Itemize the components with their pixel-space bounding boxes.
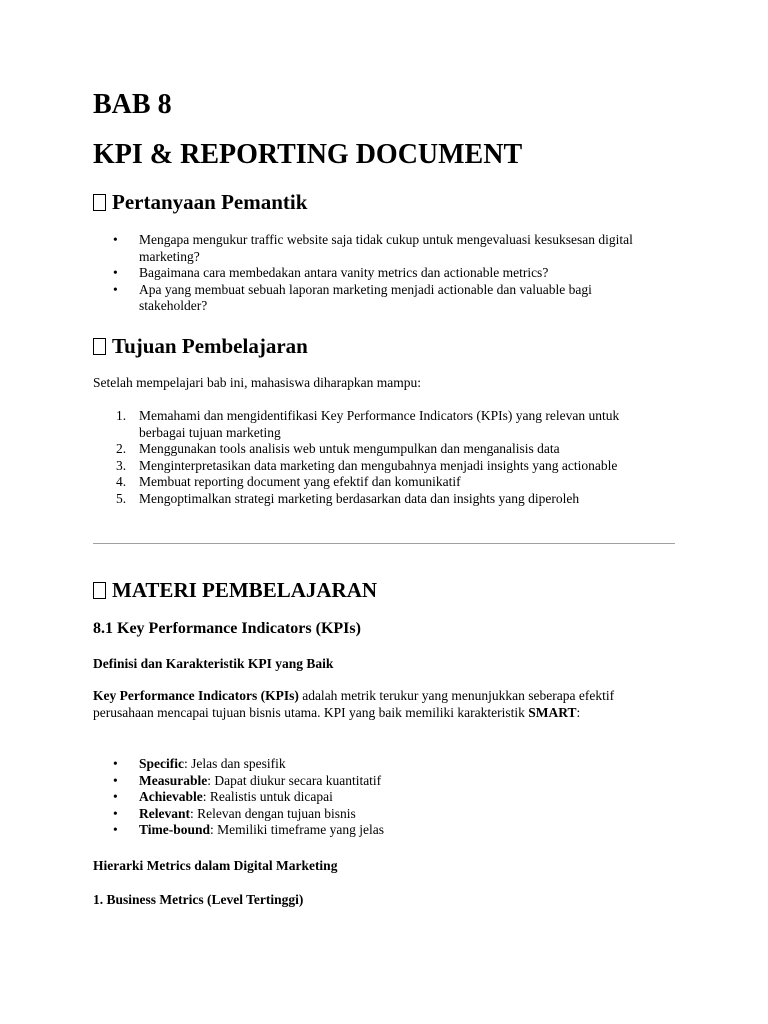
bullet-marker: •: [113, 805, 118, 821]
section-heading: 8.1 Key Performance Indicators (KPIs): [93, 620, 361, 637]
bullet-marker: •: [113, 772, 118, 788]
smart-desc: : Dapat diukur secara kuantitatif: [207, 772, 382, 788]
number-marker: 5.: [116, 490, 127, 506]
subheading-hierarki: Hierarki Metrics dalam Digital Marketing: [93, 858, 338, 873]
list-item-text: Bagaimana cara membedakan antara vanity metrics dan actionable metrics?: [139, 265, 549, 281]
list-item: [93, 491, 639, 508]
chapter-title: KPI & REPORTING DOCUMENT: [93, 139, 523, 170]
smart-term: Time-bound: [139, 822, 211, 838]
list-item-text: Apa yang membuat sebuah laporan marketing menjadi actionable dan valuable bagi stakeholder?: [139, 281, 592, 314]
number-marker: 4.: [116, 474, 127, 490]
list-item: [93, 408, 639, 441]
list-item-text: Mengapa mengukur traffic website saja tidak cukup untuk mengevaluasi kesuksesan digital marketing?: [139, 232, 633, 264]
smart-desc: : Relevan dengan tujuan bisnis: [190, 805, 356, 821]
bullet-marker: •: [113, 265, 118, 281]
list-item: [93, 806, 639, 823]
list-item: [93, 458, 639, 475]
definition-term: Key Performance Indicators (KPIs): [93, 688, 299, 703]
definition-end: :: [576, 704, 581, 720]
list-item: [93, 474, 639, 491]
list-item: [93, 441, 639, 458]
list-item-text: Membuat reporting document yang efektif dan komunikatif: [139, 474, 461, 490]
tujuan-heading: [93, 333, 308, 359]
list-item-text: Menggunakan tools analisis web untuk mengumpulkan dan menganalisis data: [139, 441, 560, 457]
materi-heading: [93, 577, 377, 603]
list-item: [93, 232, 639, 265]
subheading-definisi: Definisi dan Karakteristik KPI yang Baik: [93, 656, 334, 671]
pertanyaan-heading-text: Pertanyaan Pemantik: [112, 190, 308, 214]
list-item-text: Menginterpretasikan data marketing dan mengubahnya menjadi insights yang actionable: [139, 457, 618, 473]
number-marker: 3.: [116, 457, 127, 473]
list-item: [93, 756, 639, 773]
pertanyaan-list: [93, 232, 675, 315]
smart-desc: : Memiliki timeframe yang jelas: [210, 822, 384, 838]
list-item: [93, 773, 639, 790]
bullet-marker: •: [113, 281, 118, 297]
smart-term: Specific: [139, 756, 184, 771]
bullet-marker: •: [113, 789, 118, 805]
list-item: [93, 789, 639, 806]
smart-term: Measurable: [139, 772, 208, 788]
smart-term: Relevant: [139, 805, 190, 821]
missing-glyph-icon: [93, 582, 106, 599]
missing-glyph-icon: [93, 338, 106, 355]
number-marker: 1.: [116, 408, 127, 423]
definition-text: adalah metrik terukur yang menunjukkan seberapa efektif perusahaan mencapai tujuan bisnis utama. KPI yang baik memiliki karakteristik: [93, 688, 615, 720]
tujuan-intro: Setelah mempelajari bab ini, mahasiswa diharapkan mampu:: [93, 375, 422, 390]
list-item: [93, 822, 639, 839]
smart-list: [93, 756, 675, 839]
list-item-text: Memahami dan mengidentifikasi Key Performance Indicators (KPIs) yang relevan untuk berbagai tujuan marketing: [139, 408, 620, 440]
horizontal-divider: [93, 543, 675, 544]
definition-paragraph: [93, 688, 653, 721]
smart-desc: : Jelas dan spesifik: [184, 756, 286, 771]
list-item-text: Mengoptimalkan strategi marketing berdasarkan data dan insights yang diperoleh: [139, 490, 580, 506]
missing-glyph-icon: [93, 194, 106, 211]
list-item: [93, 282, 639, 315]
bullet-marker: •: [113, 232, 118, 247]
chapter-number: BAB 8: [93, 89, 172, 120]
tujuan-heading-text: Tujuan Pembelajaran: [112, 334, 308, 358]
bullet-marker: •: [113, 756, 118, 771]
definition-smart: SMART: [528, 704, 577, 720]
subheading-business-metrics: 1. Business Metrics (Level Tertinggi): [93, 892, 304, 907]
smart-desc: : Realistis untuk dicapai: [202, 789, 333, 805]
pertanyaan-heading: [93, 189, 307, 215]
number-marker: 2.: [116, 441, 127, 457]
tujuan-list: [93, 408, 675, 508]
materi-heading-text: MATERI PEMBELAJARAN: [112, 578, 378, 602]
bullet-marker: •: [113, 822, 118, 838]
smart-term: Achievable: [139, 789, 203, 805]
list-item: [93, 265, 639, 282]
